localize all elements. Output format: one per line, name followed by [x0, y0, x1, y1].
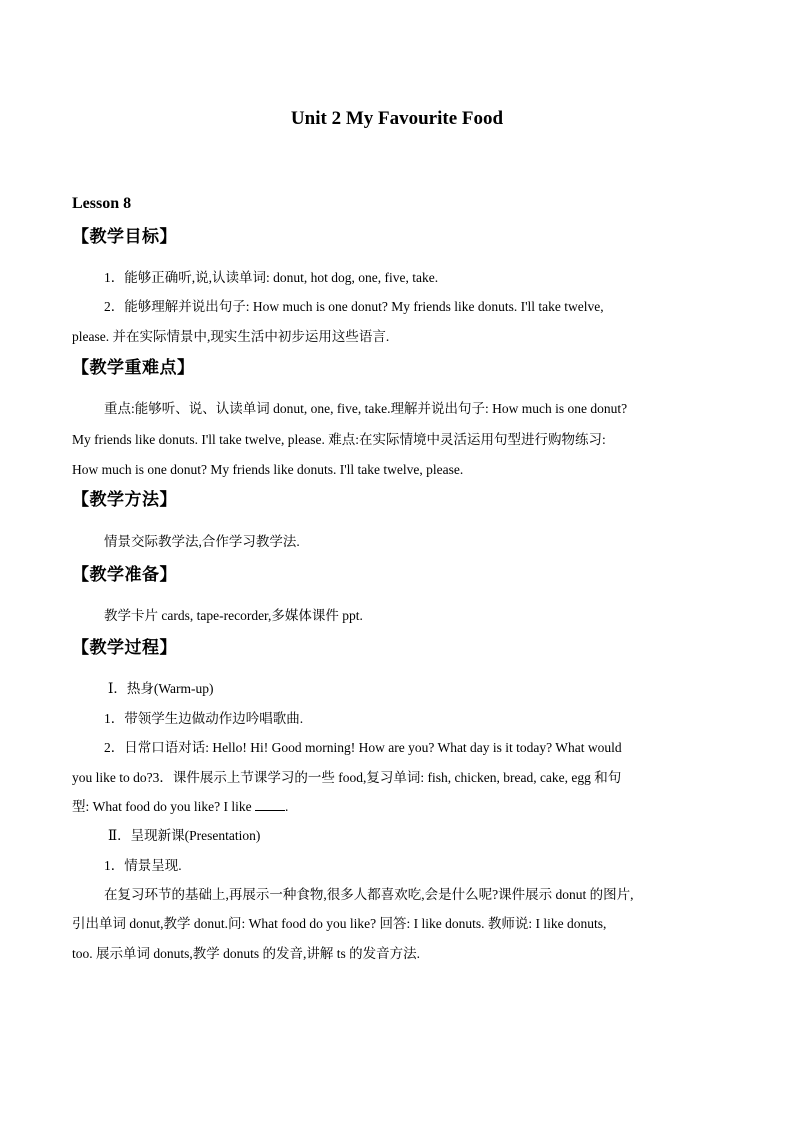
process-heading: 【教学过程】 — [72, 638, 177, 657]
warmup-item-2-line-1: 2．日常口语对话: Hello! Hi! Good morning! How are you? What day is it today? What would — [104, 740, 622, 755]
key-points-heading: 【教学重难点】 — [72, 358, 195, 377]
key-points-line-1: 重点:能够听、说、认读单词 donut, one, five, take.理解并说出句子: How much is one donut? — [104, 401, 628, 416]
warmup-step-title: Ⅰ．热身(Warm-up) — [108, 681, 214, 696]
preparation-line-1: 教学卡片 cards, tape-recorder,多媒体课件 ppt. — [104, 608, 363, 623]
objectives-line-1: 1．能够正确听,说,认读单词: donut, hot dog, one, five, take. — [104, 270, 439, 285]
warmup-item-2-line-3 — [72, 797, 288, 817]
presentation-para-line-1: 在复习环节的基础上,再展示一种食物,很多人都喜欢吃,会是什么呢?课件展示 donut 的图片, — [104, 887, 634, 902]
preparation-heading: 【教学准备】 — [72, 565, 177, 584]
presentation-item-1: 1．情景呈现. — [104, 858, 182, 873]
method-heading: 【教学方法】 — [72, 490, 177, 509]
fill-in-blank — [255, 797, 285, 811]
document-title: Unit 2 My Favourite Food — [290, 108, 504, 129]
warmup-item-2-line-3-text: 型: What food do you like? I like — [72, 799, 252, 814]
presentation-para-line-3: too. 展示单词 donuts,教学 donuts 的发音,讲解 ts 的发音方法. — [72, 946, 421, 961]
objectives-heading: 【教学目标】 — [72, 227, 177, 246]
presentation-step-title: Ⅱ．呈现新课(Presentation) — [108, 828, 261, 843]
method-line-1: 情景交际教学法,合作学习教学法. — [104, 534, 300, 549]
lesson-label: Lesson 8 — [72, 195, 132, 212]
key-points-line-2: My friends like donuts. I'll take twelve, please. 难点:在实际情境中灵活运用句型进行购物练习: — [72, 432, 606, 447]
warmup-item-2-end: . — [284, 799, 289, 814]
presentation-para-line-2: 引出单词 donut,教学 donut.问: What food do you like? 回答: I like donuts. 教师说: I like donuts, — [72, 916, 607, 931]
objectives-line-3: please. 并在实际情景中,现实生活中初步运用这些语言. — [72, 329, 390, 344]
objectives-line-2: 2．能够理解并说出句子: How much is one donut? My friends like donuts. I'll take twelve, — [104, 299, 604, 314]
key-points-line-3: How much is one donut? My friends like donuts. I'll take twelve, please. — [72, 462, 464, 477]
warmup-item-2-line-2: you like to do?3．课件展示上节课学习的一些 food,复习单词: fish, chicken, bread, cake, egg 和句 — [72, 770, 622, 785]
warmup-item-1: 1．带领学生边做动作边吟唱歌曲. — [104, 711, 304, 726]
